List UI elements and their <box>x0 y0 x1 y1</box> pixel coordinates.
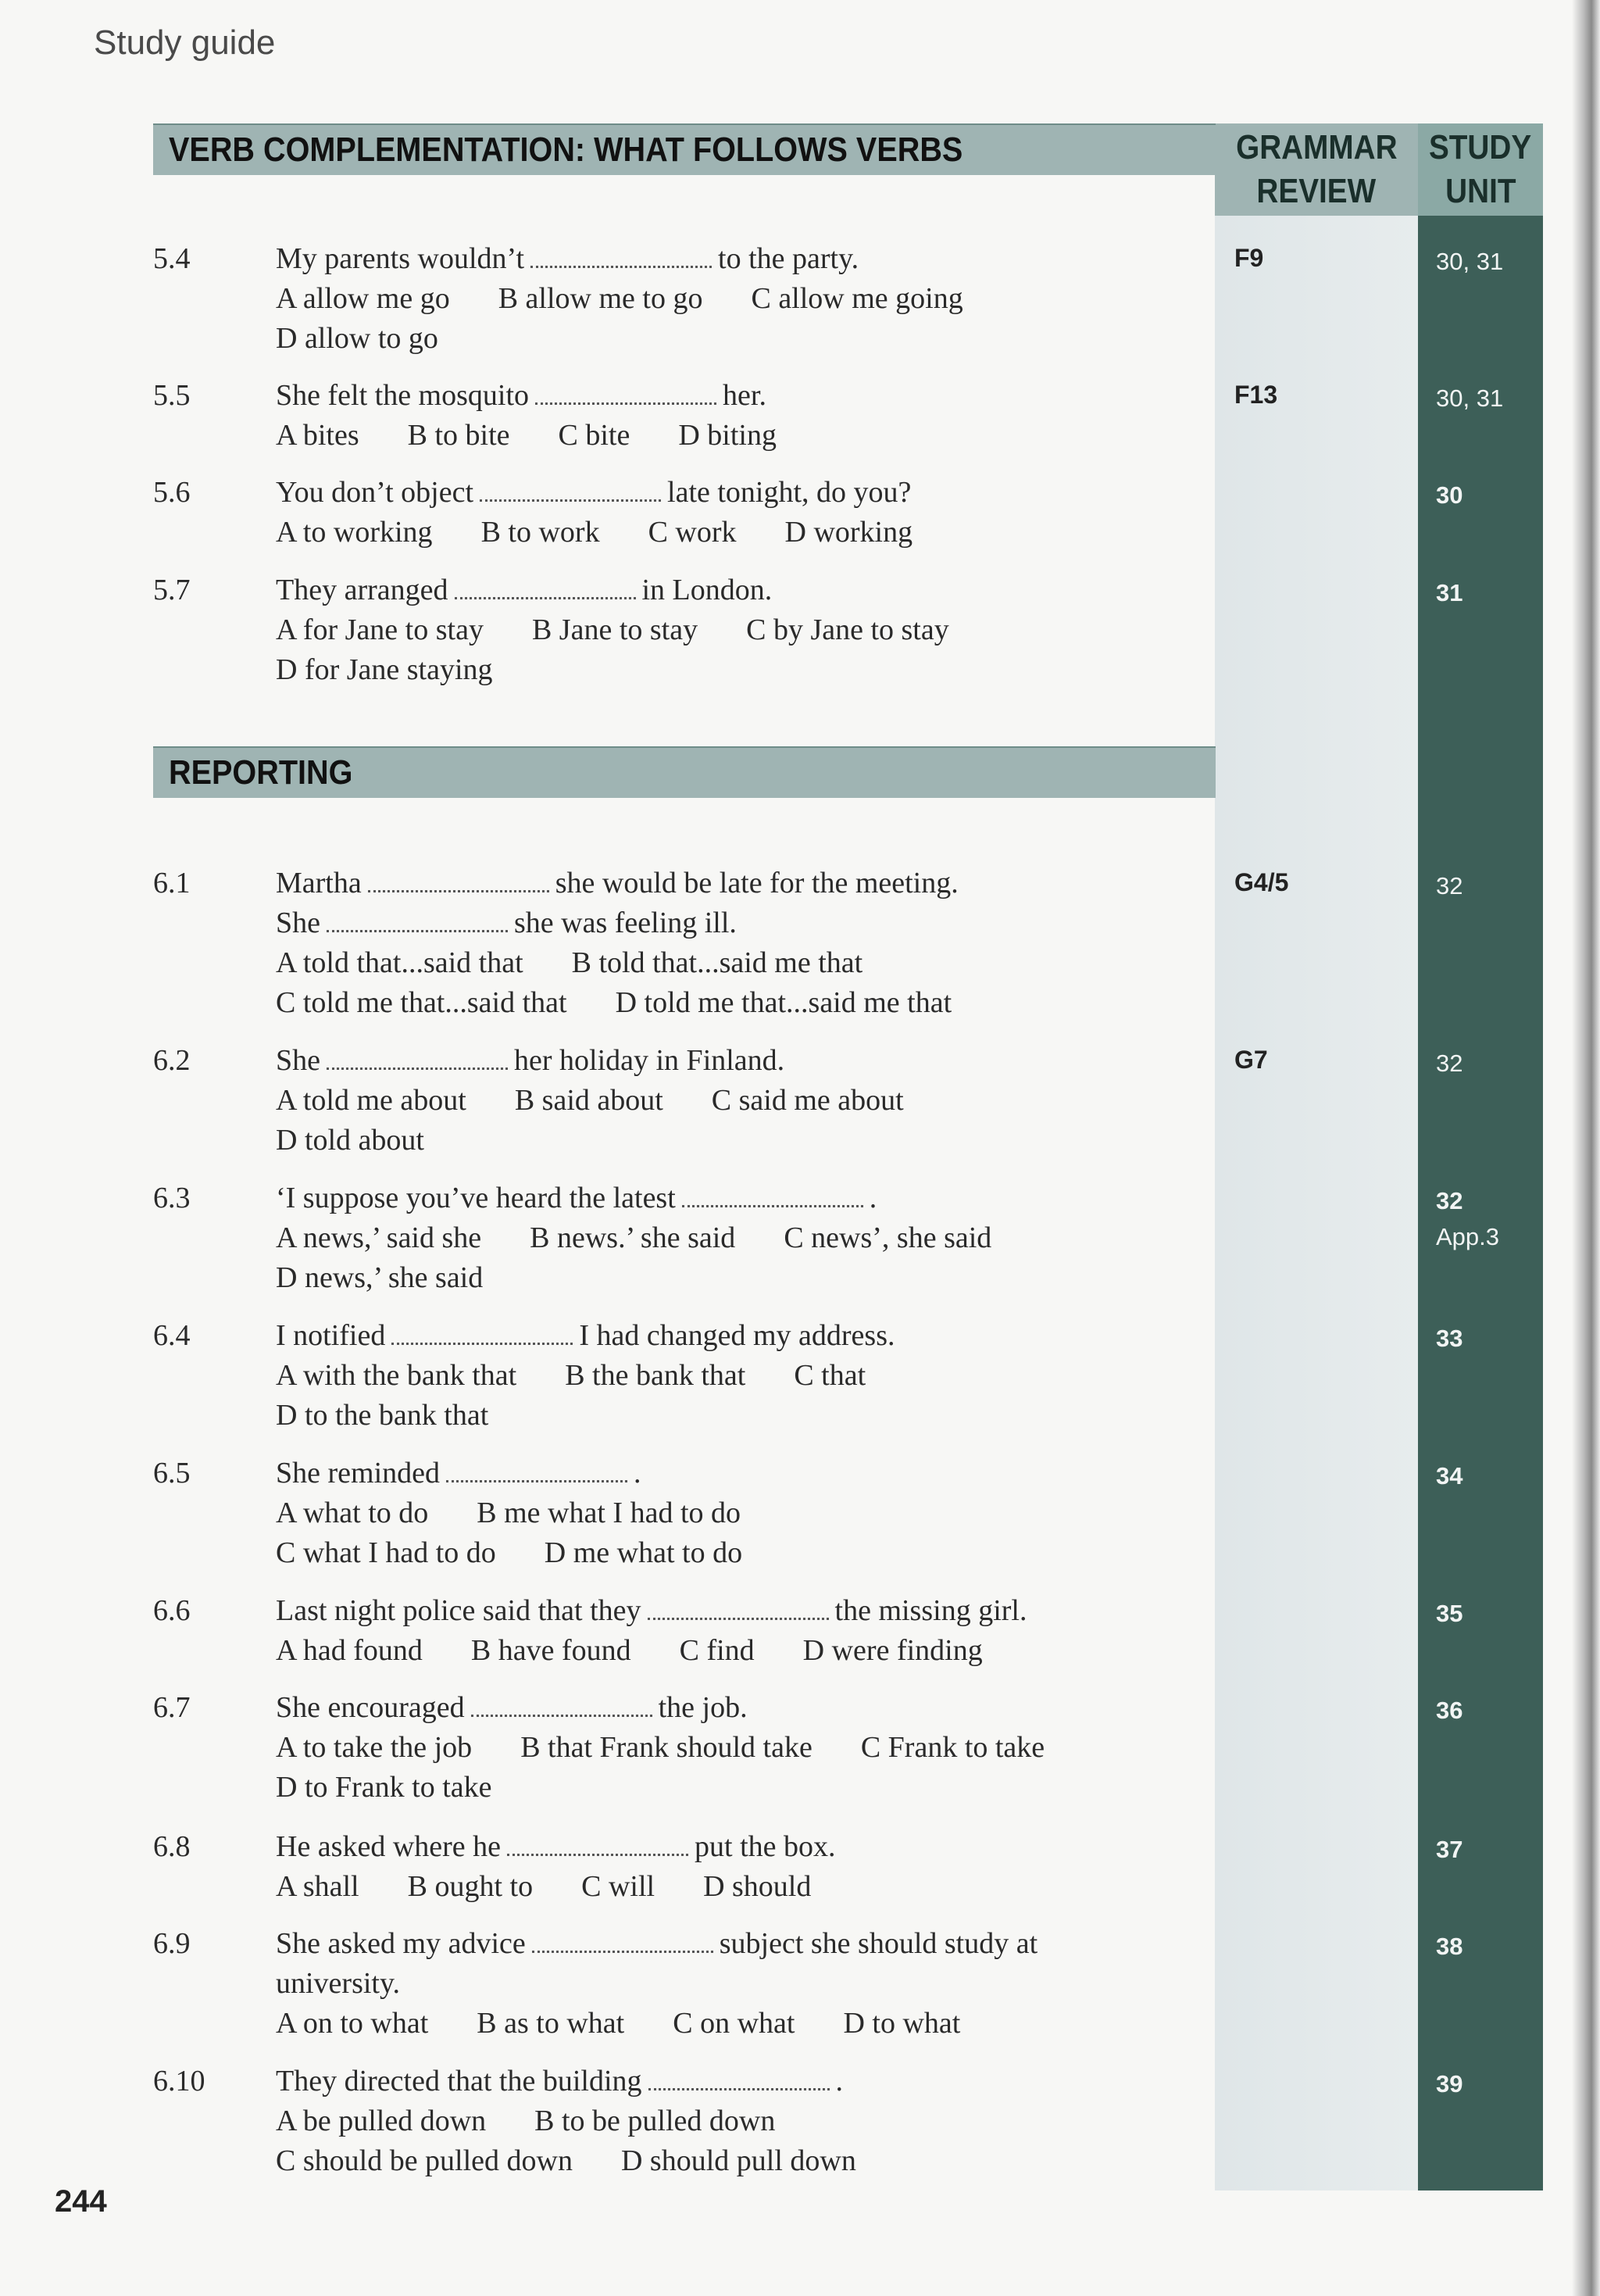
option-d[interactable]: D should pull down <box>620 2144 856 2177</box>
question-number: 6.10 <box>153 2065 205 2098</box>
study-unit-ref: 34 <box>1436 1462 1463 1490</box>
study-unit-ref: 30 <box>1436 481 1463 509</box>
question-body <box>276 1924 1182 2044</box>
question-number: 6.4 <box>153 1319 191 1352</box>
answer-blank[interactable] <box>648 2080 830 2090</box>
options-line <box>276 319 1182 359</box>
option-d[interactable]: D biting <box>678 419 777 452</box>
study-unit-ref: 32 <box>1436 872 1463 899</box>
option-a[interactable]: A to take the job <box>276 1731 473 1764</box>
grammar-ref: F13 <box>1234 381 1278 409</box>
option-d[interactable]: D to the bank that <box>276 1399 489 1432</box>
question-body <box>276 376 1182 456</box>
option-a[interactable]: A for Jane to stay <box>276 613 484 646</box>
study-unit-ref: 39 <box>1436 2070 1463 2098</box>
option-d[interactable]: D should <box>703 1870 812 1903</box>
question-number: 6.3 <box>153 1182 191 1214</box>
study-unit-ref: 33 <box>1436 1325 1463 1352</box>
option-d[interactable]: D were finding <box>802 1634 983 1667</box>
question-stem: She asked my advice subject she should study at <box>276 1927 1038 1960</box>
question-body <box>276 1454 1182 1573</box>
option-d[interactable]: D allow to go <box>276 322 438 355</box>
option-a[interactable]: A be pulled down <box>276 2105 487 2137</box>
options-line <box>276 943 1182 983</box>
option-a[interactable]: A shall <box>276 1870 359 1903</box>
answer-blank[interactable] <box>532 1943 713 1953</box>
question-number: 5.7 <box>153 574 191 606</box>
grammar-review-column <box>1215 123 1418 2190</box>
options-line <box>276 983 1182 1023</box>
option-d[interactable]: D to what <box>843 2007 961 2040</box>
study-unit-column <box>1418 123 1543 2190</box>
option-a[interactable]: A what to do <box>276 1497 429 1529</box>
grammar-header-line2: REVIEW <box>1256 172 1377 210</box>
option-b[interactable]: B told that...said me that <box>571 946 863 979</box>
question-number: 6.8 <box>153 1830 191 1863</box>
option-d[interactable]: D news,’ she said <box>276 1261 484 1294</box>
study-unit-ref: 32 <box>1436 1050 1463 1077</box>
grammar-ref: G4/5 <box>1234 868 1289 896</box>
study-unit-ref: 35 <box>1436 1600 1463 1627</box>
option-b[interactable]: B as to what <box>477 2007 625 2040</box>
options-line <box>276 1258 1182 1298</box>
answer-blank[interactable] <box>530 258 712 268</box>
option-c[interactable]: C that <box>794 1359 866 1392</box>
section-title: REPORTING <box>169 753 353 792</box>
question-stem: I notified I had changed my address. <box>276 1319 895 1352</box>
question-body <box>276 864 1182 1023</box>
question-number: 6.5 <box>153 1457 191 1490</box>
option-b[interactable]: B to be pulled down <box>534 2105 776 2137</box>
option-a[interactable]: A bites <box>276 419 359 452</box>
section-verb-complementation <box>153 123 1216 175</box>
option-d[interactable]: D me what to do <box>544 1536 743 1569</box>
question-stem: Martha she would be late for the meeting. <box>276 867 959 899</box>
answer-blank[interactable] <box>648 1610 829 1620</box>
study-unit-ref-2: App.3 <box>1436 1223 1500 1250</box>
answer-blank[interactable] <box>507 1846 688 1856</box>
question-body <box>276 1316 1182 1436</box>
options-line <box>276 1121 1182 1161</box>
question-stem: They arranged in London. <box>276 574 773 606</box>
question-body <box>276 1178 1182 1298</box>
options-line <box>276 1728 1182 1768</box>
option-c[interactable]: C Frank to take <box>860 1731 1045 1764</box>
answer-blank[interactable] <box>455 589 636 599</box>
question-stem: Last night police said that they the missing girl. <box>276 1594 1027 1627</box>
options-line <box>276 1533 1182 1573</box>
option-d[interactable]: D told about <box>276 1124 424 1157</box>
answer-blank[interactable] <box>446 1472 627 1482</box>
option-d[interactable]: D told me that...said me that <box>615 986 952 1019</box>
option-a[interactable]: A allow me go <box>276 282 450 315</box>
question-body <box>276 570 1182 690</box>
option-a[interactable]: A to working <box>276 516 433 549</box>
grammar-ref: G7 <box>1234 1046 1268 1074</box>
study-unit-header <box>1418 123 1543 216</box>
question-stem: ‘I suppose you’ve heard the latest . <box>276 1182 877 1214</box>
options-line <box>276 1396 1182 1436</box>
option-c[interactable]: C bite <box>558 419 630 452</box>
option-c[interactable]: C what I had to do <box>276 1536 496 1569</box>
question-body <box>276 2062 1182 2181</box>
answer-blank[interactable] <box>535 395 716 405</box>
study-unit-ref: 30, 31 <box>1436 248 1504 275</box>
option-b[interactable]: B to bite <box>407 419 510 452</box>
answer-blank[interactable] <box>368 882 549 892</box>
question-number: 5.5 <box>153 379 191 412</box>
grammar-ref: F9 <box>1234 244 1264 272</box>
option-c[interactable]: C work <box>648 516 737 549</box>
option-b[interactable]: B the bank that <box>565 1359 746 1392</box>
study-unit-ref: 36 <box>1436 1697 1463 1724</box>
option-b[interactable]: B Jane to stay <box>531 613 698 646</box>
question-stem: She her holiday in Finland. <box>276 1044 785 1077</box>
answer-blank[interactable] <box>327 1060 508 1070</box>
question-number: 5.4 <box>153 242 191 275</box>
option-a[interactable]: A told me about <box>276 1084 466 1117</box>
grammar-header-line1: GRAMMAR <box>1235 128 1398 166</box>
question-number: 6.2 <box>153 1044 191 1077</box>
question-number: 5.6 <box>153 476 191 509</box>
option-a[interactable]: A had found <box>276 1634 423 1667</box>
option-b[interactable]: B that Frank should take <box>520 1731 812 1764</box>
question-number: 6.7 <box>153 1691 191 1724</box>
section-reporting <box>153 746 1216 798</box>
option-d[interactable]: D for Jane staying <box>276 653 493 686</box>
study-unit-ref: 38 <box>1436 1933 1463 1960</box>
option-b[interactable]: B ought to <box>407 1870 534 1903</box>
option-b[interactable]: B news.’ she said <box>530 1221 736 1254</box>
option-a[interactable]: A told that...said that <box>276 946 523 979</box>
options-line <box>276 2141 1182 2181</box>
answer-blank[interactable] <box>480 492 661 502</box>
grammar-review-header <box>1215 123 1418 216</box>
options-line <box>276 1631 1182 1671</box>
options-line <box>276 416 1182 456</box>
option-d[interactable]: D to Frank to take <box>276 1771 492 1804</box>
option-b[interactable]: B me what I had to do <box>477 1497 741 1529</box>
options-line <box>276 2004 1182 2044</box>
question-number: 6.9 <box>153 1927 191 1960</box>
question-stem: She reminded . <box>276 1457 641 1490</box>
option-c[interactable]: C on what <box>673 2007 795 2040</box>
study-unit-ref: 37 <box>1436 1836 1463 1863</box>
options-line <box>276 2101 1182 2141</box>
option-c[interactable]: C told me that...said that <box>276 986 567 1019</box>
study-unit-ref <box>1436 1183 1538 1255</box>
question-stem: My parents wouldn’t to the party. <box>276 242 859 275</box>
options-line <box>276 1356 1182 1396</box>
option-b[interactable]: B have found <box>470 1634 631 1667</box>
option-c[interactable]: C find <box>679 1634 755 1667</box>
options-line <box>276 1867 1182 1907</box>
question-stem-2: She she was feeling ill. <box>276 907 737 939</box>
question-number: 6.6 <box>153 1594 191 1627</box>
question-body <box>276 239 1182 359</box>
question-stem: She encouraged the job. <box>276 1691 748 1724</box>
option-c[interactable]: C said me about <box>711 1084 904 1117</box>
question-stem: You don’t object late tonight, do you? <box>276 476 912 509</box>
option-c[interactable]: C allow me going <box>751 282 963 315</box>
study-unit-ref: 31 <box>1436 579 1463 606</box>
options-line <box>276 1218 1182 1258</box>
question-body <box>276 473 1182 553</box>
question-stem: They directed that the building . <box>276 2065 844 2098</box>
question-stem: He asked where he put the box. <box>276 1830 836 1863</box>
study-header-line1: STUDY <box>1429 128 1532 166</box>
study-unit-ref-1: 32 <box>1436 1187 1463 1214</box>
option-b[interactable]: B allow me to go <box>498 282 703 315</box>
running-head: Study guide <box>94 23 276 62</box>
options-line <box>276 610 1182 650</box>
answer-blank[interactable] <box>471 1707 652 1717</box>
question-stem-continued: university. <box>276 1967 401 2000</box>
section-title: VERB COMPLEMENTATION: WHAT FOLLOWS VERBS <box>169 131 963 169</box>
question-body <box>276 1827 1182 1907</box>
page-number: 244 <box>55 2184 107 2219</box>
option-c[interactable]: C should be pulled down <box>276 2144 573 2177</box>
option-a[interactable]: A with the bank that <box>276 1359 517 1392</box>
option-b[interactable]: B to work <box>480 516 600 549</box>
question-number: 6.1 <box>153 867 191 899</box>
option-c[interactable]: C news’, she said <box>784 1221 992 1254</box>
answer-blank[interactable] <box>682 1197 863 1207</box>
options-line <box>276 1493 1182 1533</box>
option-c[interactable]: C will <box>581 1870 655 1903</box>
options-line <box>276 1768 1182 1808</box>
question-body <box>276 1688 1182 1808</box>
question-body <box>276 1591 1182 1671</box>
question-body <box>276 1041 1182 1161</box>
options-line <box>276 513 1182 553</box>
option-a[interactable]: A on to what <box>276 2007 429 2040</box>
answer-blank[interactable] <box>327 922 508 932</box>
options-line <box>276 279 1182 319</box>
option-c[interactable]: C by Jane to stay <box>746 613 949 646</box>
page-edge <box>1572 0 1600 2296</box>
option-d[interactable]: D working <box>784 516 913 549</box>
study-header-line2: UNIT <box>1445 172 1516 210</box>
option-a[interactable]: A news,’ said she <box>276 1221 482 1254</box>
option-b[interactable]: B said about <box>514 1084 663 1117</box>
options-line <box>276 650 1182 690</box>
study-unit-ref: 30, 31 <box>1436 384 1504 412</box>
question-stem: She felt the mosquito her. <box>276 379 766 412</box>
answer-blank[interactable] <box>391 1335 573 1345</box>
options-line <box>276 1081 1182 1121</box>
